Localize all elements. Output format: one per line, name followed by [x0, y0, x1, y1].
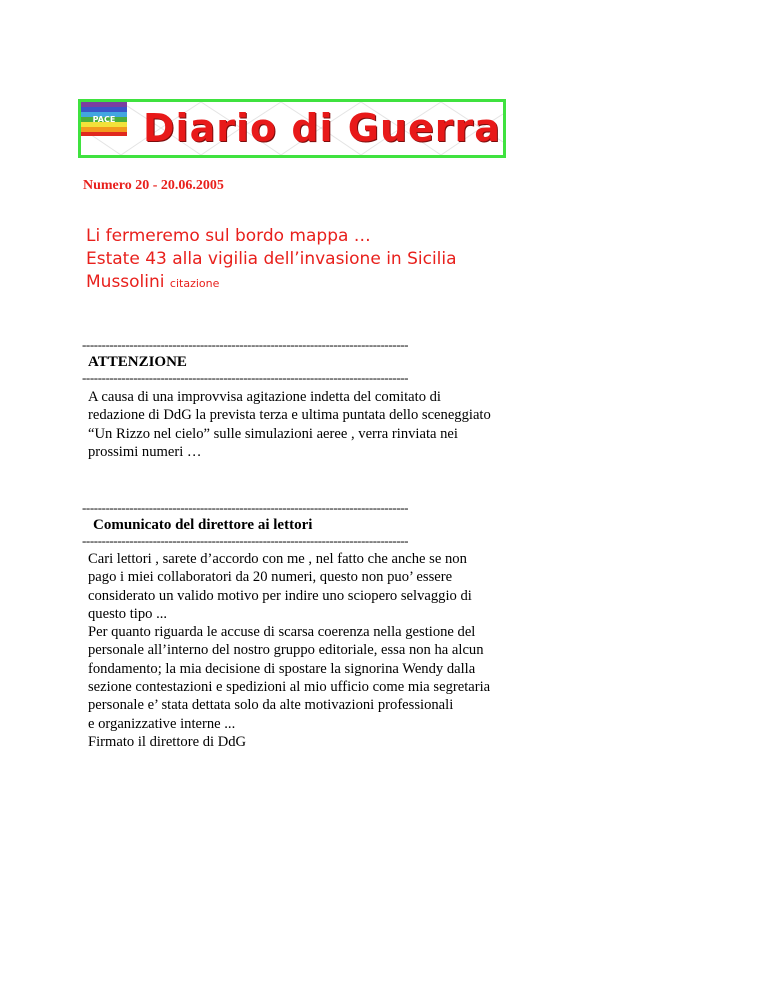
separator-line: ----------------------------------------------------------------------------------- — [82, 500, 409, 515]
communique-body — [88, 550, 490, 751]
separator-line: ----------------------------------------------------------------------------------- — [82, 533, 409, 548]
attention-line: prossimi numeri … — [88, 443, 202, 460]
attention-body — [88, 388, 491, 461]
communique-line: personale all’interno del nostro gruppo editoriale, essa non ha alcun — [88, 642, 484, 659]
communique-title: Comunicato del direttore ai lettori — [93, 517, 313, 533]
headline-line-3 — [86, 271, 457, 295]
communique-line: fondamento; la mia decisione di spostare la signorina Wendy dalla — [88, 660, 476, 677]
communique-line: pago i miei collaboratori da 20 numeri, questo non puo’ essere — [88, 569, 453, 586]
flag-label: PACE — [92, 115, 116, 124]
masthead-banner — [78, 99, 506, 158]
communique-line: questo tipo ... — [88, 605, 168, 622]
attention-title: ATTENZIONE — [88, 354, 187, 370]
communique-signature: Firmato il direttore di DdG — [88, 733, 247, 750]
headline-note: citazione — [169, 277, 220, 290]
headline-line-1: Li fermeremo sul bordo mappa … — [86, 226, 371, 246]
communique-line: considerato un valido motivo per indire uno sciopero selvaggio di — [88, 587, 472, 604]
attention-line: redazione di DdG la prevista terza e ultima puntata dello sceneggiato — [88, 407, 491, 424]
communique-line: sezione contestazioni e spedizioni al mio ufficio come mia segretaria — [88, 679, 491, 696]
communique-line: Cari lettori , sarete d’accordo con me , nel fatto che anche se non — [88, 551, 467, 567]
communique-line: Per quanto riguarda le accuse di scarsa coerenza nella gestione del — [88, 624, 476, 641]
attention-line: A causa di una improvvisa agitazione indetta del comitato di — [88, 389, 441, 405]
peace-flag-icon — [81, 102, 127, 136]
communique-line: e organizzative interne ... — [88, 715, 236, 732]
attention-line: “Un Rizzo nel cielo” sulle simulazioni aeree , verra rinviata nei — [88, 425, 458, 442]
headline-line-2: Estate 43 alla vigilia dell’invasione in Sicilia — [86, 249, 457, 269]
separator-line: ----------------------------------------------------------------------------------- — [82, 370, 409, 385]
issue-number: Numero 20 - 20.06.2005 — [83, 178, 224, 193]
masthead-title: Diario di Guerra — [143, 106, 501, 150]
headline-block — [86, 225, 457, 295]
separator-line: ----------------------------------------------------------------------------------- — [82, 337, 409, 352]
communique-line: personale e’ stata dettata solo da alte motivazioni professionali — [88, 697, 454, 714]
headline-author: Mussolini — [86, 272, 165, 292]
